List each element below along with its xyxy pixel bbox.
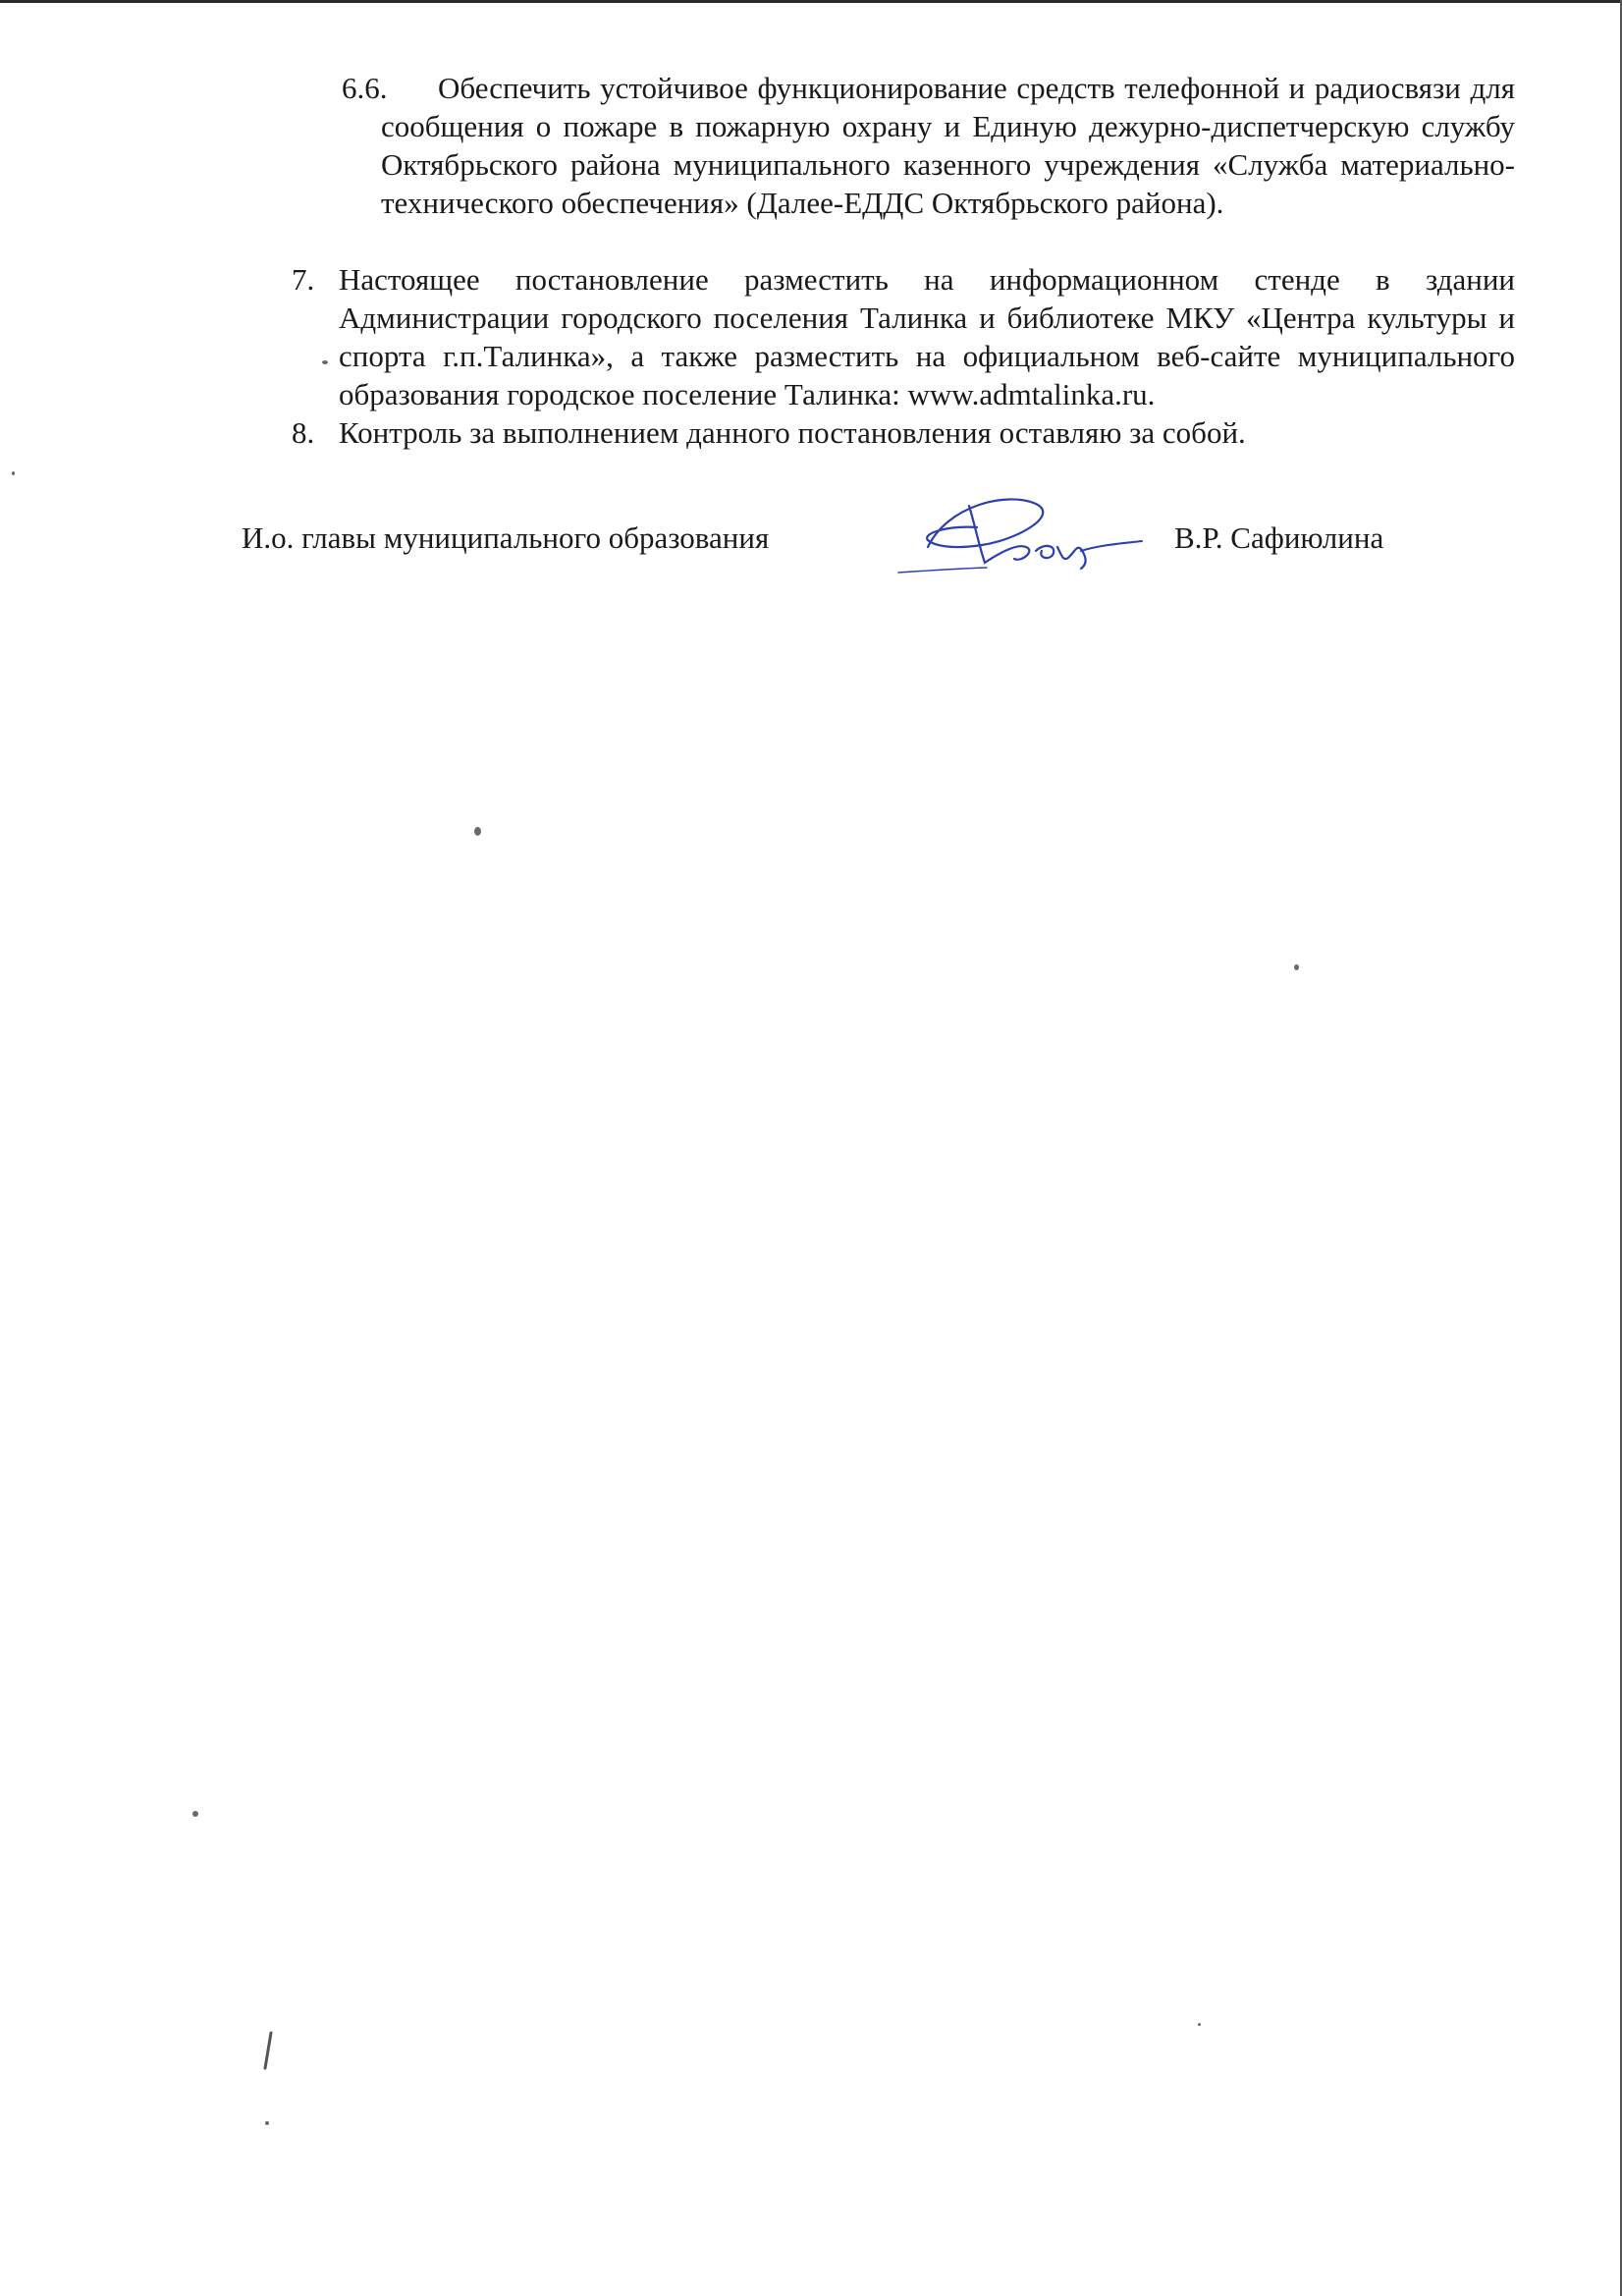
- scan-mark: [261, 2031, 275, 2070]
- list-item-8: [292, 413, 1515, 452]
- signature-block: [242, 520, 1420, 579]
- scan-speck: [265, 2121, 269, 2125]
- list-item-7: [292, 260, 1515, 413]
- list-text: Настоящее постановление разместить на информационном стенде в здании Администрации городского поселения Талинка и библиотеке МКУ «Центра культуры и спорта г.п.Талинка», а также разместить на официальном веб-сайте муниципального образования городское поселение Талинка: www.admtalinka.ru.: [339, 262, 1515, 411]
- paragraph-number: 6.6.: [342, 71, 388, 105]
- signatory-name: В.Р. Сафиюлина: [1174, 520, 1384, 555]
- scan-speck: [322, 360, 328, 364]
- scan-speck: [474, 827, 481, 836]
- scan-speck: [1198, 2023, 1201, 2026]
- scan-speck: [1294, 964, 1299, 970]
- scan-speck: [192, 1811, 198, 1817]
- handwritten-signature: [889, 486, 1144, 584]
- paragraph-text: Обеспечить устойчивое функционирование средств телефонной и радиосвязи для сообщения о пожаре в пожарную охрану и Единую дежурно-диспетчерскую службу Октябрьского района муниципального казенного учреждения «Служба материально-технического обеспечения» (Далее-ЕДДС Октябрьского района).: [381, 71, 1515, 220]
- list-text: Контроль за выполнением данного постановления оставляю за собой.: [339, 415, 1246, 450]
- scan-edge-top: [0, 0, 1622, 3]
- paragraph-6-6: [342, 69, 1515, 222]
- scan-speck: [12, 471, 15, 475]
- signatory-title: И.о. главы муниципального образования: [242, 520, 770, 555]
- list-number: 7.: [292, 262, 315, 297]
- list-number: 8.: [292, 415, 315, 450]
